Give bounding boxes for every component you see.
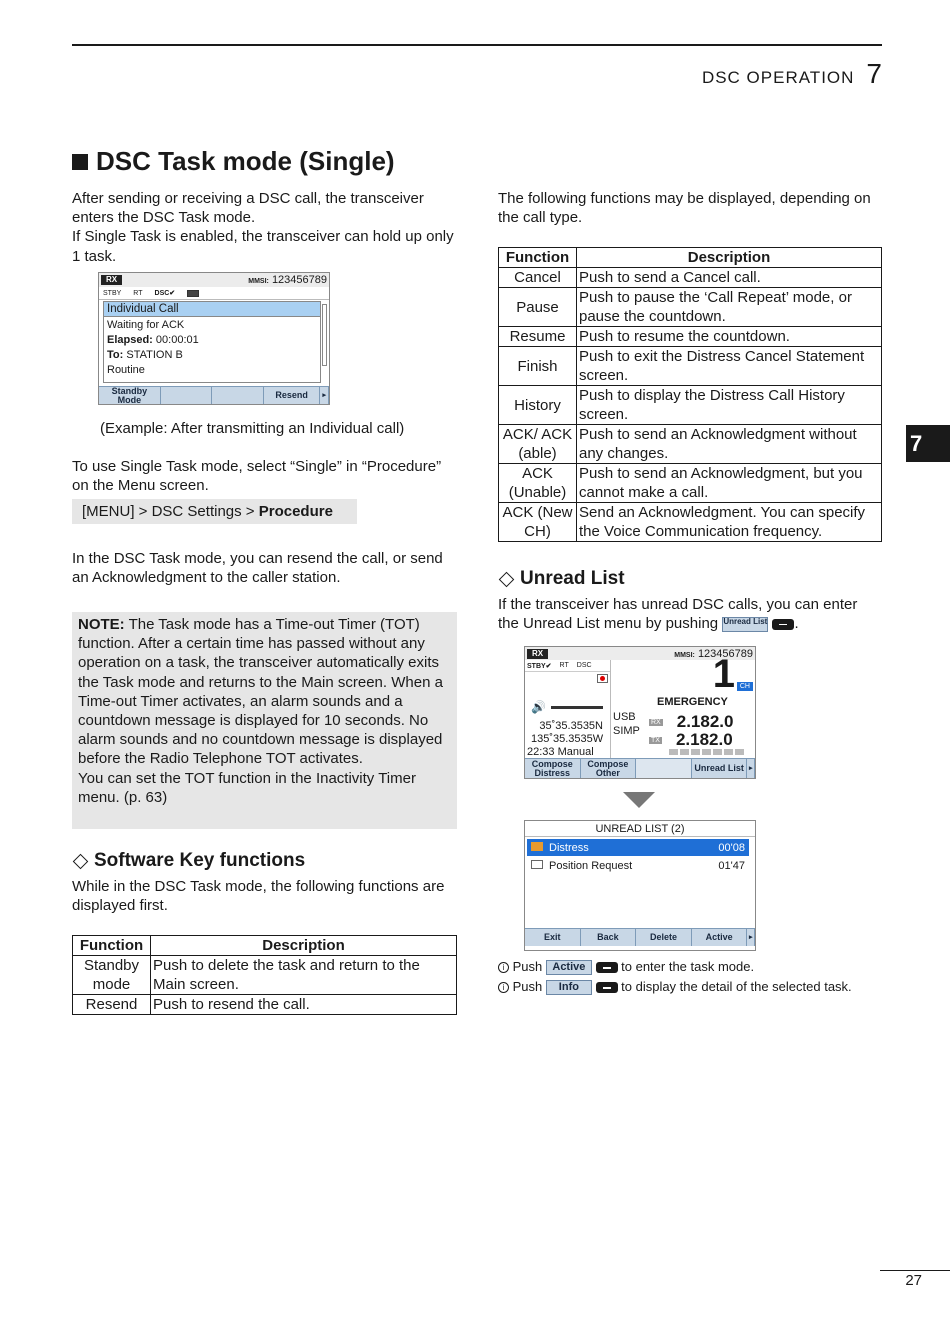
info-key-button[interactable]: Info — [546, 980, 592, 995]
resend-text: In the DSC Task mode, you can resend the call, or send an Acknowledgment to the caller station. — [72, 550, 443, 587]
active-key-button[interactable]: Active — [546, 960, 592, 975]
running-header — [702, 58, 882, 90]
unread-list-heading: Unread List — [498, 568, 625, 590]
menu-path: [MENU] > DSC Settings > Procedure — [72, 499, 357, 524]
section-name: DSC OPERATION — [701, 68, 855, 87]
main-screen: RX MMSI: 123456789 STBY✔ RT DSC 🔊 35˚35.3535N 135˚35.3535W 22:33 Manual 1 CH EMERGENCY USB SIMP RX 2.182.0 TX 2.182.0 Compose Distress Compose Other Unread List ▸ — [524, 646, 756, 779]
compose-other-key[interactable]: Compose Other — [581, 759, 637, 778]
diamond-icon — [73, 853, 89, 869]
compose-distress-key[interactable]: Compose Distress — [525, 759, 581, 778]
info-bullet-icon: i — [498, 982, 509, 993]
more-arrow-icon[interactable]: ▸ — [747, 759, 755, 778]
softkey-blank-1[interactable] — [161, 387, 213, 404]
envelope-icon — [531, 842, 543, 851]
table-row: Standby mode Push to delete the task and return to the Main screen. — [73, 956, 457, 995]
standby-mode-key[interactable]: Standby Mode — [99, 387, 161, 404]
list-item[interactable]: Position Request 01'47 — [527, 856, 749, 875]
software-key-text: While in the DSC Task mode, the following functions are displayed first. — [72, 878, 445, 915]
unread-list-title: UNREAD LIST (2) — [525, 821, 755, 837]
unread-list-screen — [524, 820, 756, 951]
signal-meter — [669, 749, 744, 755]
more-arrow-icon[interactable]: ▸ — [320, 387, 329, 404]
chapter-number: 7 — [866, 58, 882, 89]
table-row: Cancel Push to send a Cancel call. — [499, 268, 882, 288]
square-bullet-icon — [72, 154, 88, 170]
more-arrow-icon[interactable]: ▸ — [747, 929, 755, 946]
table-row: History Push to display the Distress Call History screen. — [499, 386, 882, 425]
battery-icon — [187, 290, 199, 297]
table-row: ACK (New CH) Send an Acknowledgment. You can specify the Voice Communication frequency. — [499, 503, 882, 542]
down-arrow-icon — [623, 792, 655, 808]
channel-number: 1 — [712, 652, 735, 696]
header-rule — [72, 44, 882, 46]
list-item[interactable]: Distress 00'08 — [527, 839, 749, 856]
single-task-text: To use Single Task mode, select “Single” in “Procedure” on the Menu screen. — [72, 458, 442, 495]
softkey-blank[interactable] — [636, 759, 692, 778]
minus-key-icon — [772, 619, 794, 630]
unread-list-key[interactable]: Unread List — [722, 617, 768, 632]
software-key-heading: Software Key functions — [72, 850, 305, 872]
intro-text: After sending or receiving a DSC call, the transceiver enters the DSC Task mode. If Single Task is enabled, the transceiver can hold up only 1 task. — [72, 190, 454, 265]
task-title: Individual Call — [104, 302, 320, 317]
table-row: Finish Push to exit the Distress Cancel Statement screen. — [499, 347, 882, 386]
tx-frequency: 2.182.0 — [675, 730, 733, 749]
resend-key[interactable]: Resend — [264, 387, 321, 404]
delete-key[interactable]: Delete — [636, 929, 692, 946]
scrollbar[interactable] — [322, 304, 327, 366]
rx-badge: RX — [527, 649, 548, 659]
diamond-icon — [499, 571, 515, 587]
functions-table: Function Description Cancel Push to send a Cancel call. Pause Push to pause the ‘Call Repeat’ mode, or pause the countdown. Resume Push to resume the countdown. Finish Push to exit the Distress Cancel Statement screen. History Push to display the Distress Call History screen. ACK/ ACK (able) Push to send an Acknowledgment without any changes. ACK (Unable) Push to send an Acknowledgment, but you cannot make a call. ACK (New CH) Send an Acknowledgment. You can specify the Voice Communication frequency. — [498, 247, 882, 542]
rx-badge: RX — [101, 275, 122, 285]
active-key[interactable]: Active — [692, 929, 748, 946]
chapter-tab: 7 — [906, 425, 950, 462]
minus-key-icon — [596, 982, 618, 993]
tips: i Push Active to enter the task mode. i Push Info to display the detail of the selected task. — [498, 957, 888, 997]
unread-list-softkey[interactable]: Unread List — [692, 759, 748, 778]
alarm-indicator-icon — [597, 674, 608, 683]
softkey-blank-2[interactable] — [212, 387, 264, 404]
software-key-table: Function Description Standby mode Push to delete the task and return to the Main screen. Resend Push to resend the call. — [72, 935, 457, 1015]
page-title: DSC Task mode (Single) — [72, 146, 395, 177]
footer-rule — [880, 1270, 950, 1271]
rx-frequency: 2.182.0 — [676, 712, 734, 731]
info-bullet-icon: i — [498, 962, 509, 973]
screen-caption: (Example: After transmitting an Individual call) — [100, 420, 405, 437]
table-row: ACK/ ACK (able) Push to send an Acknowledgment without any changes. — [499, 425, 882, 464]
exit-key[interactable]: Exit — [525, 929, 581, 946]
note-box: NOTE: The Task mode has a Time-out Timer (TOT) function. After a certain time has passed without any operation on a task, the transceiver automatically exits the Task mode and returns to the Main screen. When a Time-out Timer activates, an alarm sounds and a countdown message is displayed for 10 seconds. No alarm sounds and no countdown message is displayed before the Radio Telephone TOT activates. You can set the TOT function in the Inactivity Timer menu. (p. 63) — [72, 612, 457, 829]
mmsi-value: 123456789 — [271, 274, 327, 286]
page-number: 27 — [905, 1272, 922, 1289]
table-row: ACK (Unable) Push to send an Acknowledgment, but you cannot make a call. — [499, 464, 882, 503]
unread-list-text: If the transceiver has unread DSC calls, you can enter the Unread List menu by pushing Unread List . — [498, 596, 858, 633]
functions-intro: The following functions may be displayed, depending on the call type. — [498, 190, 871, 227]
minus-key-icon — [596, 962, 618, 973]
task-screen: RX MMSI: 123456789 STBY RT DSC✔ Individual Call Waiting for ACK Elapsed: 00:00:01 To: STATION B Routine Standby Mode Resend ▸ — [98, 272, 330, 405]
table-row: Resume Push to resume the countdown. — [499, 327, 882, 347]
table-row: Pause Push to pause the ‘Call Repeat’ mode, or pause the countdown. — [499, 288, 882, 327]
back-key[interactable]: Back — [581, 929, 637, 946]
table-row: Resend Push to resend the call. — [73, 995, 457, 1015]
envelope-icon — [531, 860, 543, 869]
speaker-icon: 🔊 — [531, 700, 546, 714]
volume-slider[interactable] — [551, 706, 603, 709]
